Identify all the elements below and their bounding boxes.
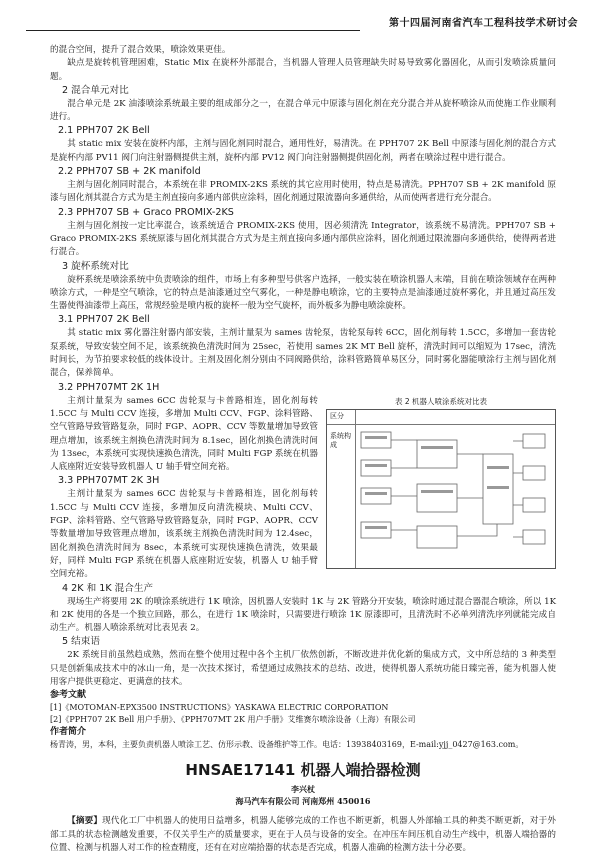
figure-caption: 表 2 机器人喷涂系统对比表	[394, 396, 488, 406]
subsection-heading: 3.3 PPH707MT 2K 3H	[58, 475, 160, 487]
paragraph: 的混合空间，提升了混合效果，喷涂效果更佳。	[50, 45, 231, 55]
paragraph: 主剂计量泵为 sames 6CC 齿轮泵与卡普路相连，固化剂每转 1.5CC 与 Multi CCV 连接，多增加 Multi CCV、FGP、涂料管路、空气管路导致管路复杂，同时 FGP、AOPR、CCV 等数量增加导致管理点增加，该系统主剂换色清洗时间为 8.1sec，固化剂换色清洗时间为 13sec，本系统可实现快速换色清洗，同时 Multi FGP 系统在机器人底座附近安装导致机器人 U 轴手臂空间充裕。	[50, 395, 318, 473]
diagram-block	[523, 530, 545, 544]
table-figure	[326, 397, 556, 569]
paragraph: 主剂与固化剂按一定比率混合，该系统适合 PROMIX-2KS 使用，因必须清洗 Integrator，该系统不易清洗。PPH707 SB + Graco PROMIX-2KS 系统原漆与固化剂其混合方式为是主剂直接向多通内部供应涂料，固化剂通过限流器向多通供给，使得两者进行混合。	[50, 220, 556, 258]
diagram-block	[417, 484, 457, 512]
paragraph: 缺点是旋转机管理困难，Static Mix 在旋杯外部混合，当机器人管理人员管理缺失时易导致雾化器固化，从而引发喷涂质量问题。	[50, 58, 556, 82]
next-article-affiliation: 海马汽车有限公司 河南郑州 450016	[235, 796, 371, 807]
section-heading: 2 混合单元对比	[62, 84, 129, 96]
reference-item: [1]《MOTOMAN-EPX3500 INSTRUCTIONS》YASKAWA ELECTRIC CORPORATION	[50, 703, 389, 713]
section-heading: 5 结束语	[62, 636, 100, 648]
author-bio-heading: 作者简介	[50, 727, 87, 738]
section-heading: 4 2K 和 1K 混合生产	[62, 582, 154, 594]
diagram-block	[361, 460, 391, 476]
paragraph: 主剂计量泵为 sames 6CC 齿轮泵与卡普路相连，固化剂每转 1.5CC 与 Multi CCV 连接，多增加反向清洗模块、Multi CCV、FGP、涂料管路、空气管路导致管路复杂，同时 FGP、AOPR、CCV 等数量增加导致管理点增加，该系统主剂换色清洗时间为 12.4sec，固化剂换色清洗时间为 8sec，本系统可实现快速换色清洗，效果最好，同样 Multi FGP 系统在机器人底座附近安装，机器人 U 轴手臂空间充裕。	[50, 489, 318, 580]
paragraph: 现场生产将要用 2K 的喷涂系统进行 1K 喷涂，因机器人安装时 1K 与 2K 管路分开安装，喷涂时通过混合器混合喷涂，所以 1K 和 2K 使用的各是一个独立回路，那么，在进行 1K 喷涂时，只需要进行喷涂 1K 原漆即可，且清洗时不必单列清洗序列就能完成自动生产。机器人喷涂系统对比表见表 2。	[50, 596, 556, 634]
system-diagram	[357, 426, 551, 564]
next-article-abstract	[50, 815, 556, 855]
paragraph: 主剂与固化剂同时混合，本系统在非 PROMIX-2KS 系统的其它应用时使用，特点是易清洗。PPH707 SB + 2K manifold 原漆与固化剂其混合方式为是主剂直接向多通内部供应涂料，固化剂通过限流器向多通供给，从而使两者进行充分混合。	[50, 180, 556, 204]
paragraph: 混合单元是 2K 油漆喷涂系统最主要的组成部分之一，在混合单元中原漆与固化剂在充分混合并从旋杯喷涂从而使施工作业顺利进行。	[50, 98, 556, 123]
diagram-block	[417, 526, 457, 548]
header-title: 第十四届河南省汽车工程科技学术研讨会	[389, 18, 578, 29]
paragraph: 旋杯系统是喷涂系统中负责喷涂的组件，市场上有多种型号供客户选择，一般实装在喷涂机器人末端，目前在喷涂领域存在两种喷涂方式，一种是空气喷涂，它的特点是油漆通过空气雾化，一种是静电喷涂，它的主要特点是油漆通过旋杯雾化，并且通过高压发生器使得油漆带上高压，常规经验是喷内板的旋杯一般为空气旋杯，而外板多为静电喷涂旋杯。	[50, 274, 556, 312]
paragraph: 其 static mix 安装在旋杯内部，主剂与固化剂同时混合，通用性好，易清洗。在 PPH707 2K Bell 中原漆与固化剂的混合方式是旋杯内部 PV11 阀门向注射器侧提供主剂，旋杯内部 PV12 阀门向注射器侧提供固化剂，两者在喷涂过程中进行混合。	[50, 139, 556, 163]
abstract-label: 【摘要】	[67, 816, 103, 827]
author-bio: 杨青涛，男，本科，主要负责机器人喷涂工艺、仿形示教、设备维护等工作。电话：13938403169，E-mail:yjj_0427@163.com。	[50, 740, 524, 750]
next-article-author: 李兴杖	[291, 784, 315, 795]
header-rule	[26, 30, 360, 31]
diagram-block	[361, 488, 391, 504]
section-heading: 3 旋杯系统对比	[62, 260, 129, 272]
references-heading: 参考文献	[50, 690, 87, 701]
diagram-block	[417, 440, 457, 468]
subsection-heading: 3.2 PPH707MT 2K 1H	[58, 381, 160, 393]
diagram-block	[361, 522, 391, 538]
paragraph: 其 static mix 雾化器注射器内部安装，主剂计量泵为 sames 齿轮泵，齿轮泵每转 6CC，固化剂每转 1.5CC，多增加一套齿轮泵系统，导致安装空间不足，该系统换色清洗时间为 25sec，若使用 sames 2K MT Bell 旋杯，清洗时间可以缩短为 17sec，清洗时间长，为节拍要求较低的线体设计。主剂及固化剂分别由不同阀路供给，涂料管路简单易区分，同时雾化器能喷涂行主剂与固化剂混合，保养简单。	[50, 328, 556, 379]
diagram-block	[361, 432, 391, 448]
diagram-block	[523, 434, 545, 448]
comparison-table	[326, 409, 556, 569]
table-header-row	[327, 410, 555, 425]
reference-item: [2]《PPH707 2K Bell 用户手册》、《PPH707MT 2K 用户手册》艾维赛尔喷涂设备（上海）有限公司	[50, 715, 416, 725]
article-body	[50, 44, 556, 855]
subsection-heading: 2.3 PPH707 SB + Graco PROMIX-2KS	[58, 206, 234, 218]
paragraph: 2K 系统目前虽然趋成熟，然而在整个使用过程中各个主机厂依然创新，不断改进并优化新的集成方式，文中所总结的 3 种类型只是创新集成技术中的冰山一角，是一次技术探讨，希望通过成熟技术的总结、改进，使得机器人系统功能日臻完善，能为机器人使用客户提供更稳定、更满意的技术。	[50, 650, 556, 687]
diagram-block	[523, 498, 545, 512]
next-article-title: HNSAE17141 机器人端拾器检测	[185, 761, 421, 780]
subsection-heading: 2.2 PPH707 SB + 2K manifold	[58, 166, 201, 178]
table-cell-system: 系统构成	[330, 431, 351, 449]
page-header	[0, 10, 600, 34]
abstract-text: 现代化工厂中机器人的使用日益增多，机器人能够完成的工作也不断更新，机器人外部输工具的种类不断更新，对于外部工具的状态检测越发重要，不仅关乎生产的质量要求，更在于人员与设备的安全。在冲压车间压机自动生产线中，机器人端拾器的位置、检测与机器人对工作的检查精度，还有在对应端拾器的状态是否完成，机器人准确的检测方法十分必要。	[50, 816, 556, 853]
diagram-block	[523, 466, 545, 480]
table-cell-zone: 区分	[330, 411, 344, 420]
subsection-heading: 2.1 PPH707 2K Bell	[58, 125, 150, 137]
subsection-heading: 3.1 PPH707 2K Bell	[58, 314, 150, 326]
